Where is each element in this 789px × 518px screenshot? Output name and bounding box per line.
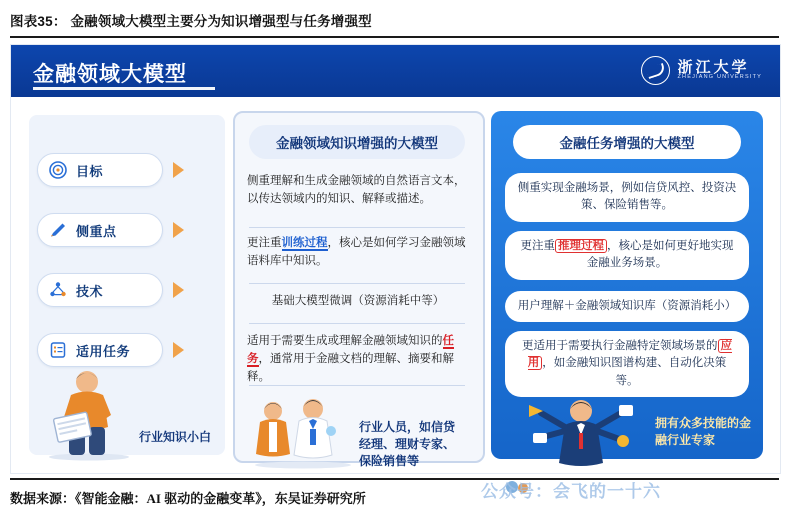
people-network-icon <box>48 280 68 300</box>
arrow-icon-focus <box>173 222 184 238</box>
task-card-goal: 侧重实现金融场景，例如信贷风控、投资决策、保险销售等。 <box>505 173 749 222</box>
logo-name-cn: 浙江大学 <box>677 58 750 76</box>
target-icon <box>48 160 68 180</box>
divider-top <box>10 36 779 38</box>
right-column-caption: 拥有众多技能的金融行业专家 <box>655 416 752 447</box>
slide-title: 金融领域大模型 <box>33 63 187 86</box>
dimension-label: 技术 <box>76 283 104 299</box>
knowledge-row-goal: 侧重理解和生成金融领域的自然语言文本，以传达领域内的知识、解释或描述。 <box>247 175 466 205</box>
left-column-caption: 行业知识小白 <box>139 430 212 444</box>
task-card-focus: 更注重 推理过程 ，核心是如何更好地实现金融业务场景。 <box>505 231 749 280</box>
pen-icon <box>48 220 68 240</box>
highlight-application: 应用 <box>527 340 732 370</box>
dimension-item-technology[interactable] <box>37 273 163 307</box>
highlight-task: 任务 <box>247 335 454 365</box>
multitasking-expert-illustration <box>511 393 651 472</box>
task-card-tasks: 更适用于需要执行金融特定领域场景的 应用 ，如金融知识图谱构建、自动化决策等。 <box>505 331 749 397</box>
arrow-icon-tasks <box>173 342 184 358</box>
dimension-item-tasks[interactable] <box>37 333 163 367</box>
knowledge-separator-1 <box>249 227 465 228</box>
knowledge-panel-header: 金融领域知识增强的大模型 <box>249 125 465 159</box>
title-underline <box>33 87 215 90</box>
dimension-label: 侧重点 <box>76 223 117 239</box>
highlight-reasoning-process: 推理过程 <box>555 239 607 253</box>
university-emblem-icon <box>641 56 670 85</box>
task-card-technology: 用户理解＋金融领域知识库（资源消耗小） <box>505 291 749 322</box>
logo-text-block <box>677 60 762 82</box>
figure-title: 金融领域大模型主要分为知识增强型与任务增强型 <box>70 14 372 29</box>
knowledge-row-tasks: 适用于需要生成或理解金融领域知识的任务，通常用于金融文档的理解、摘要和解释。 <box>247 335 454 383</box>
dimension-label: 目标 <box>76 163 104 179</box>
knowledge-separator-3 <box>249 323 465 324</box>
professionals-illustration <box>247 389 359 474</box>
figure-number: 图表35： <box>10 14 67 29</box>
source-note: 数据来源：《智能金融：AI 驱动的金融变革》，东吴证券研究所 <box>10 491 366 506</box>
logo-name-en: ZHEJIANG UNIVERSITY <box>677 74 762 81</box>
figure-caption <box>10 10 779 30</box>
arrow-icon-goal <box>173 162 184 178</box>
knowledge-row-technology: 基础大模型微调（资源消耗中等） <box>271 295 445 307</box>
novice-person-illustration <box>37 365 147 466</box>
knowledge-separator-2 <box>249 283 465 284</box>
university-logo <box>641 56 762 85</box>
dimension-item-goal[interactable] <box>37 153 163 187</box>
clipboard-list-icon <box>48 340 68 360</box>
divider-bottom <box>10 478 779 480</box>
dimension-label: 适用任务 <box>76 343 131 359</box>
highlight-training-process: 训练过程 <box>281 237 328 249</box>
knowledge-separator-4 <box>249 385 465 386</box>
knowledge-row-focus: 更注重训练过程，核心是如何学习金融领域语料库中知识。 <box>247 237 466 267</box>
middle-column-caption: 行业人员，如信贷经理、理财专家、保险销售等 <box>359 420 456 468</box>
task-panel-header: 金融任务增强的大模型 <box>513 125 741 159</box>
arrow-icon-technology <box>173 282 184 298</box>
dimension-item-focus[interactable] <box>37 213 163 247</box>
watermark-text: 公众号：会飞的一十六 <box>481 482 661 501</box>
